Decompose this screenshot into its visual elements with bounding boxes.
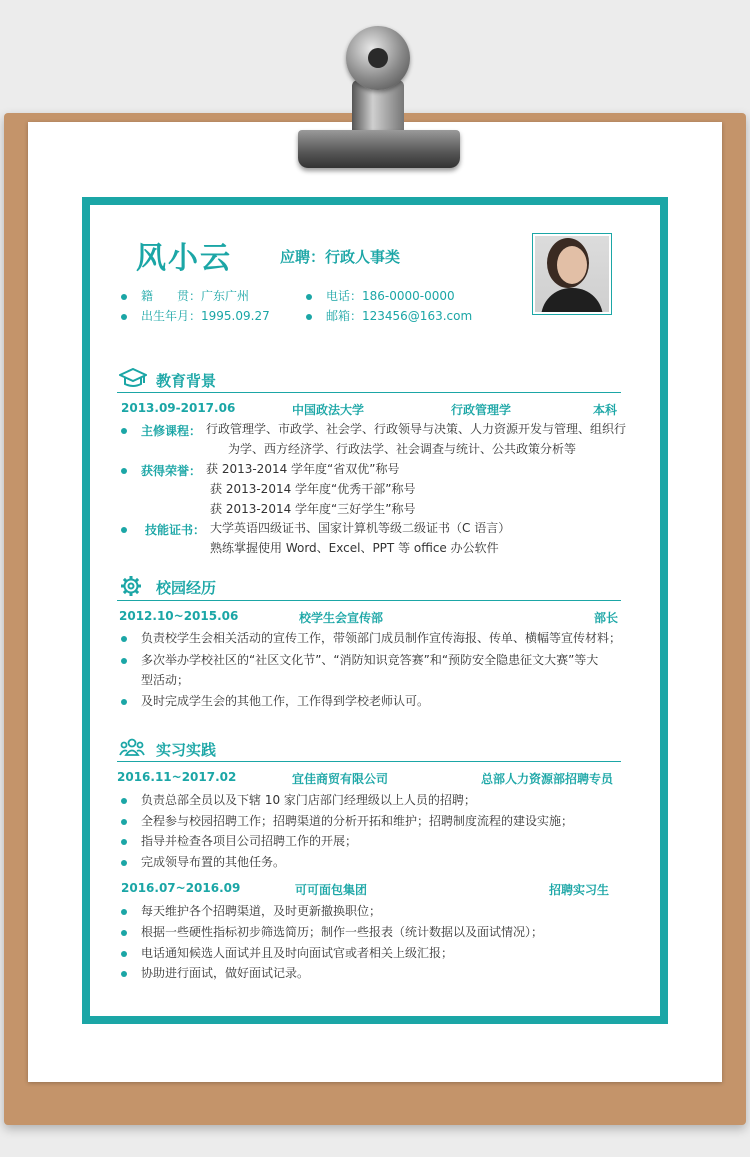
- applied-position: 应聘：行政人事类: [280, 248, 401, 266]
- section-divider: [117, 761, 621, 762]
- bullet-icon: [121, 527, 127, 533]
- profile-photo: [532, 233, 612, 315]
- campus-role: 部长: [594, 611, 619, 625]
- gear-icon: [120, 575, 142, 597]
- edu-period: 2013.09-2017.06: [121, 401, 236, 415]
- binder-clip-ring: [346, 26, 410, 90]
- campus-org: 校学生会宣传部: [299, 611, 384, 625]
- courses-line: 为学、西方经济学、行政法学、社会调查与统计、公共政策分析等: [228, 442, 577, 456]
- section-divider: [117, 600, 621, 601]
- courses-row: 主修课程：: [121, 420, 201, 439]
- honor-item: 获 2013-2014 学年度“优秀干部”称号: [210, 482, 416, 496]
- skills-row: 技能证书：: [121, 519, 205, 538]
- skill-item: 熟练掌握使用 Word、Excel、PPT 等 office 办公软件: [210, 541, 499, 555]
- section-title-campus: 校园经历: [156, 579, 217, 597]
- job1-role: 总部人力资源部招聘专员: [481, 772, 614, 786]
- bullet-icon: [121, 699, 127, 705]
- list-item: 每天维护各个招聘渠道，及时更新撤换职位；: [121, 902, 381, 919]
- birth-date: 出生年月：1995.09.27: [121, 307, 270, 324]
- list-item: 及时完成学生会的其他工作，工作得到学校老师认可。: [121, 692, 429, 709]
- list-item: 负责校学生会相关活动的宣传工作，带领部门成员制作宣传海报、传单、横幅等宣传材料；: [121, 629, 621, 646]
- bullet-icon: [121, 860, 127, 866]
- bullet-icon: [121, 658, 127, 664]
- campus-period: 2012.10~2015.06: [119, 609, 239, 623]
- bullet-icon: [121, 819, 127, 825]
- bullet-icon: [121, 971, 127, 977]
- section-title-internship: 实习实践: [156, 741, 217, 759]
- native-place: 籍 贯：广东广州: [121, 287, 249, 304]
- candidate-name: 风小云: [136, 241, 232, 276]
- list-item: 完成领导布置的其他任务。: [121, 853, 285, 870]
- team-icon: [119, 737, 145, 757]
- bullet-icon: [121, 294, 127, 300]
- bullet-icon: [121, 951, 127, 957]
- bullet-icon: [306, 314, 312, 320]
- bullet-icon: [121, 798, 127, 804]
- section-title-education: 教育背景: [156, 372, 217, 390]
- list-item: 全程参与校园招聘工作；招聘渠道的分析开拓和维护；招聘制度流程的建设实施；: [121, 812, 573, 829]
- honors-row: 获得荣誉：: [121, 460, 201, 479]
- bullet-icon: [121, 930, 127, 936]
- job2-company: 可可面包集团: [295, 883, 368, 897]
- edu-degree: 本科: [593, 403, 618, 417]
- bullet-icon: [121, 839, 127, 845]
- honor-item: 获 2013-2014 学年度“三好学生”称号: [210, 502, 416, 516]
- phone: 电话：186-0000-0000: [306, 287, 455, 304]
- bullet-icon: [121, 909, 127, 915]
- list-item: 电话通知候选人面试并且及时向面试官或者相关上级汇报；: [121, 944, 453, 961]
- bullet-icon: [121, 314, 127, 320]
- bullet-icon: [121, 428, 127, 434]
- list-item: 指导并检查各项目公司招聘工作的开展；: [121, 832, 357, 849]
- courses-line: 行政管理学、市政学、社会学、行政领导与决策、人力资源开发与管理、组织行: [206, 422, 627, 436]
- job1-company: 宜佳商贸有限公司: [292, 772, 389, 786]
- email: 邮箱：123456@163.com: [306, 307, 472, 324]
- job2-period: 2016.07~2016.09: [121, 881, 241, 895]
- edu-school: 中国政法大学: [292, 403, 365, 417]
- bullet-icon: [121, 468, 127, 474]
- honor-item: 获 2013-2014 学年度“省双优”称号: [206, 462, 400, 476]
- list-item: 根据一些硬性指标初步筛选简历；制作一些报表（统计数据以及面试情况）；: [121, 923, 543, 940]
- skill-item: 大学英语四级证书、国家计算机等级二级证书（C 语言）: [210, 521, 511, 535]
- list-item: 多次举办学校社区的“社区文化节”、“消防知识竞答赛”和“预防安全隐患征文大赛”等大: [121, 651, 598, 668]
- list-item: 协助进行面试，做好面试记录。: [121, 964, 309, 981]
- job1-period: 2016.11~2017.02: [117, 770, 237, 784]
- job2-role: 招聘实习生: [549, 883, 610, 897]
- list-item-continuation: 型活动；: [141, 673, 190, 687]
- graduation-cap-icon: [119, 368, 147, 388]
- list-item: 负责总部全员以及下辖 10 家门店部门经理级以上人员的招聘；: [121, 791, 476, 808]
- section-divider: [117, 392, 621, 393]
- bullet-icon: [306, 294, 312, 300]
- edu-major: 行政管理学: [451, 403, 512, 417]
- binder-clip: [298, 130, 460, 168]
- bullet-icon: [121, 636, 127, 642]
